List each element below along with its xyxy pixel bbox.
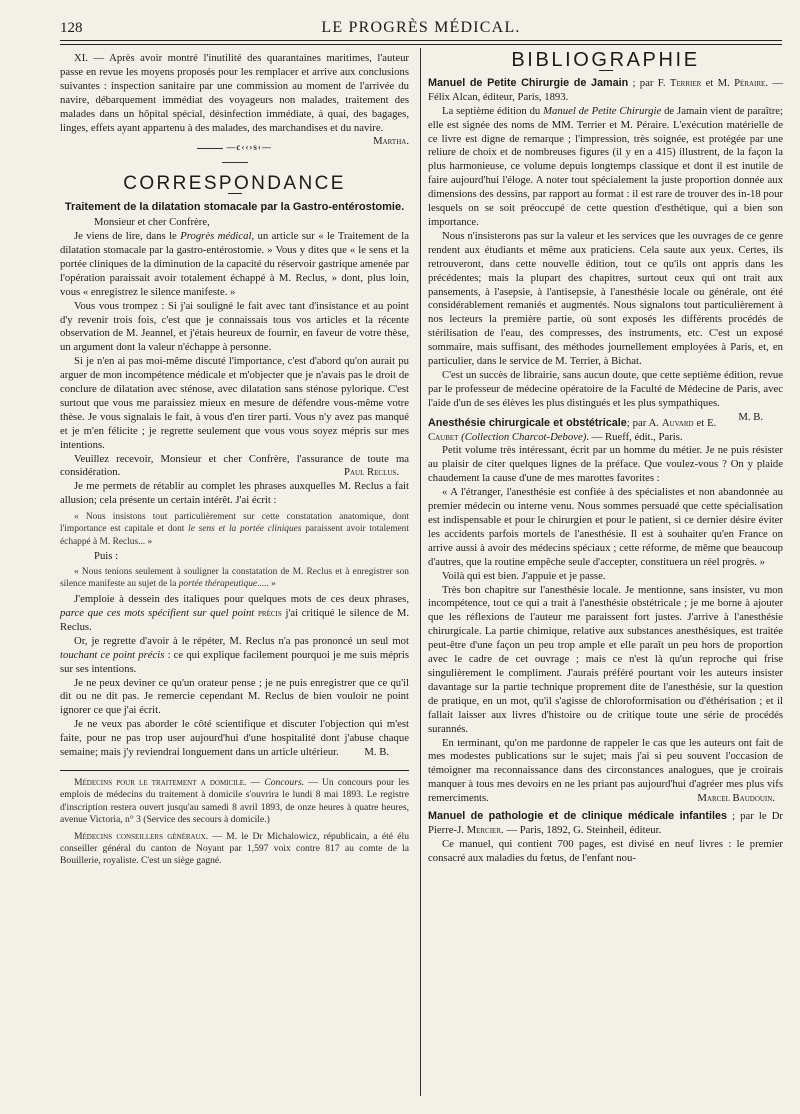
news-note-2: Médecins conseillers généraux. — M. le Dr Michalowicz, républicain, a été élu conseiller général du canton de Noyant par 1,597 voix contre 817 au comte de la Bouillerie, royaliste. C'est un siège gagné.: [60, 830, 409, 867]
page-header: [60, 14, 782, 40]
bibliographie-section-title: BIBLIOGRAPHIE: [511, 49, 700, 71]
book-1-paragraph-3: C'est un succès de librairie, sans aucun doute, que cette septième édition, revue par le professeur de médecine opératoire de la Faculté de Médecine de Paris, avec l'aide d'un de ses élèves les plus distingués et les plus sympathiques. M. B.: [428, 368, 783, 423]
header-rule: [60, 40, 782, 41]
column-divider: [420, 48, 421, 1096]
quote-block-2: « Nous tenions seulement à souligner la constatation de M. Reclus et à enregistrer son silence manifeste au sujet de la portée thérapeutique..... »: [60, 566, 409, 589]
book-1-paragraph-1: La septième édition du Manuel de Petite Chirurgie de Jamain vient de paraître; elle est signée des noms de MM. Terrier et M. Péraire. L'exécution matérielle de ce livre est digne de remarque ; l'impression, très soignée, est protégée par une reliure de choix et de nombreuses figures (il y en a 415) illustrent, de la façon la plus harmonieuse, ce volume depuis longtemps classique et dont il est inutile de faire aujourd'hui l'éloge. A noter tout spécialement la juste proportion donnée aux dimensions des dessins, par rapport au format : il est rare de trouver des in-18 pour lesquels on se soit préoccupé de cette question d'esthétique, qui a bien son importance.: [428, 104, 784, 228]
reply-signature: M. B.: [364, 746, 389, 759]
prev-article-signature: Martha.: [373, 135, 409, 148]
quote-block-1: « Nous insistons tout particulièrement sur cette constatation anatomique, dont l'importance est capitale et dont le sens et la portée cliniques paraissent avoir totalement échappé à M. Reclus... »: [60, 512, 409, 547]
letter-paragraph-2: Vous vous trompez : Si j'ai souligné le fait avec tant d'insistance et au point d'y revenir trois fois, c'est que je connaissais tous vos articles et la récente observation de M. Jeannel, et j'étais heureux de fournir, en faveur de votre thèse, un argument dont la valeur n'échappe à personne.: [60, 299, 409, 354]
letter-paragraph-4: Veuillez recevoir, Monsieur et cher Confrère, l'assurance de toute ma considération. Paul Reclus.: [60, 452, 409, 479]
letter-paragraph-1: Je viens de lire, dans le Progrès médical, un article sur « le Traitement de la dilatation stomacale par la gastro-entérostomie. » Vous y dites que « le sens et la portée cliniques de la diminution de la capacité du réservoir gastrique amenée par l'opération paraissait avoir totalement échappé à M. Reclus, » dont, plus loin, vous « enregistrez le silence manifeste. »: [60, 230, 409, 298]
book-2-paragraph-2: Voilà qui est bien. J'appuie et je passe.: [442, 569, 606, 582]
news-notes: [60, 777, 409, 868]
correspondance-section-title: CORRESPONDANCE: [123, 173, 346, 195]
right-column: [428, 49, 784, 866]
book-2-paragraph-1: Petit volume très intéressant, écrit par un homme du métier. Je ne puis résister au plaisir de citer quelques lignes de la préface. Que voulez-vous ? On y plaide chaudement la cause d'une de mes marottes favorites :: [428, 444, 783, 485]
correspondance-article-title: Traitement de la dilatation stomacale par la Gastro-entérostomie.: [64, 201, 405, 214]
notes-rule: [60, 770, 409, 771]
section-ornament: —c‹‹›s‹—: [195, 141, 275, 169]
page-number: 128: [60, 20, 83, 36]
reply-paragraph-3: Or, je regrette d'avoir à le répéter, M. Reclus n'a pas prononcé un seul mot touchant ce point précis : ce qui explique facilement pourquoi je me suis mépris sur ses intentions.: [60, 634, 409, 675]
letter-paragraph-3: Si je n'en ai pas moi-même discuté l'importance, c'est d'abord qu'on aurait pu arguer de mon incompétence médicale et m'objecter que je n'avais pas le droit de conclure de dilatation avec sténose, avec dilatation sans sténose pylorique. C'est surtout que vous me paraissiez mieux en mesure de défendre vous-même votre thèse. Je vous signalais le fait, à vous d'en tirer parti. Vous n'y avez pas manqué et je m'en félicite ; je regrette seulement que vous vous soyez mépris sur mes intentions.: [60, 355, 409, 451]
book-2-heading: Anesthésie chirurgicale et obstétricale; par A. Auvard et E. Caubet (Collection Charcot-Debove). — Rueff, édit., Paris.: [428, 416, 717, 443]
news-note-1: Médecins pour le traitement a domicile. — Concours. — Un concours pour les emplois de médecins du traitement à domicile s'ouvrira le lundi 8 mai 1893. Le registre d'inscription restera ouvert jusqu'au samedi 8 avril 1893, de onze heures à quatre heures, avenue Victoria, n° 3 (Service des secours à domicile.): [60, 776, 410, 826]
book-3-heading: Manuel de pathologie et de clinique médicale infantiles ; par le Dr Pierre-J. Mercier. — Paris, 1892, G. Steinheil, éditeur.: [428, 810, 783, 836]
header-rule-thin: [60, 44, 782, 45]
prev-article-paragraph: XI. — Après avoir montré l'inutilité des quarantaines maritimes, l'auteur passe en revue les moyens proposés pour les remplacer et arrive aux conclusions suivantes : inspection sanitaire par une commission au moment de l'arrivée du navire, débarquement immédiat des voyageurs non malades, traitement des malades dans un hôpital spécial, désinfection immédiate, à quai, des bagages, linges, effets ayant appartenu à des malades, des marchandises et du navire. Martha.: [60, 52, 409, 148]
book-2-signature: Marcel Baudouin.: [697, 792, 775, 805]
book-2-quote: « A l'étranger, l'anesthésie est confiée à des spécialistes et non abandonnée au premier médecin ou interne venu. Nous sommes persuadé que cette spécialisation est indispensable et pour le chirurgien et pour le patient, si ce dernier désire éviter les accidents parfois mortels de l'anesthésie. Il est à souhaiter qu'en France on arrive aussi à avoir des médecins spéciaux ; cette réforme, de même que beaucoup d'autres, que la routine empêche seule d'accepter, constituera un réel progrès. »: [428, 486, 783, 568]
left-column: [60, 52, 409, 868]
book-2-paragraph-4: En terminant, qu'on me pardonne de rappeler le cas que les auteurs ont fait de mes modestes publications sur le sujet; mais j'ai si peu souvent l'occasion de témoigner ma reconnaissance dans des circonstances analogues, que je croirais manquer à tous mes devoirs en ne les priant pas aujourd'hui d'agréer mes plus vifs remerciments. Marcel Baudouin.: [428, 736, 783, 805]
book-1-heading: Manuel de Petite Chirurgie de Jamain ; par F. Terrier et M. Péraire. — Félix Alcan, éditeur, Paris, 1893.: [428, 76, 784, 103]
book-1-paragraph-2: Nous n'insisterons pas sur la valeur et les services que les ouvrages de ce genre rendent aux étudiants et même aux praticiens. Cela saute aux yeux. Certes, ils retrouveront, dans cette nouvelle édition, tout ce qu'ils ont appris dans les précédentes; mais la plupart des chapitres, surtout ceux qui ont trait aux pansements, à l'asepsie, à l'antisepsie, à l'anesthésie locale ou générale, ont été considérablement remaniés et augmentés. Nous signalons tout particulièrement à nos lecteurs la première partie, où sont exposés les différents procédés de stérilisation de l'eau, des compresses, des instruments, etc. C'est un exposé sommaire, mais suffisant, des méthodes journellement employées à Paris, et, en particulier, dans le service de M. Terrier, à Bichat.: [428, 229, 783, 368]
reply-paragraph-2: J'emploie à dessein des italiques pour quelques mots de ces deux phrases, parce que ces mots spécifient sur quel point précis j'ai critiqué le silence de M. Reclus.: [60, 593, 409, 633]
letter-salutation: Monsieur et cher Confrère,: [94, 216, 210, 229]
book-2-paragraph-3: Très bon chapitre sur l'anesthésie locale. Je mentionne, sans insister, vu mon incompétence, tout ce qui a trait à l'anesthésie obstétricale ; je me borne à ajouter que les réflexions de l'auteur me paraissent fort justes. J'arrive à l'anesthésie chirurgicale. La partie chimique, relative aux substances anesthésiques, est traitée peut-être d'une façon un peu trop ample et elle paraît un peu hors de proportion avec le cadre de cet ouvrage ; mais ce n'est là qu'un reproche qui frise singulièrement le compliment. J'aurais préféré pourtant voir les auteurs insister davantage sur la partie technique proprement dite de l'anesthésie, sur la question de pratique, en un mot, qu'il s'agisse de chloroformisation ou d'éthérisation ; et il fallait laisser aux livres d'histoire ou de critique toute une série de procédés surannés.: [428, 583, 783, 735]
journal-title: LE PROGRÈS MÉDICAL.: [321, 19, 521, 36]
reply-paragraph-4: Je ne peux deviner ce qu'un orateur pense ; je ne puis enregistrer que ce qu'il dit ou ne dit pas. Je remercie cependant M. Reclus de bien vouloir ne point ignorer ce que j'ai écrit.: [60, 676, 409, 717]
book-1-signature: M. B.: [738, 410, 763, 423]
reply-paragraph-5: Je ne veux pas aborder le côté scientifique et discuter l'objection qui m'est faite, pour ne pas trop user aujourd'hui d'une hospitalité dont j'abuse chaque semaine; mais j'y reviendrai longuement dans un article ultérieur. M. B.: [60, 718, 409, 759]
letter-signature: Paul Reclus.: [344, 466, 399, 479]
puis-label: Puis :: [94, 549, 119, 562]
reply-paragraph-1: Je me permets de rétablir au complet les phrases auxquelles M. Reclus a fait allusion; cela présente un certain intérêt. J'ai écrit :: [60, 480, 409, 507]
book-3-paragraph-1: Ce manuel, qui contient 700 pages, est divisé en neuf livres : le premier consacré aux maladies du fœtus, de l'enfant nou-: [428, 837, 783, 864]
